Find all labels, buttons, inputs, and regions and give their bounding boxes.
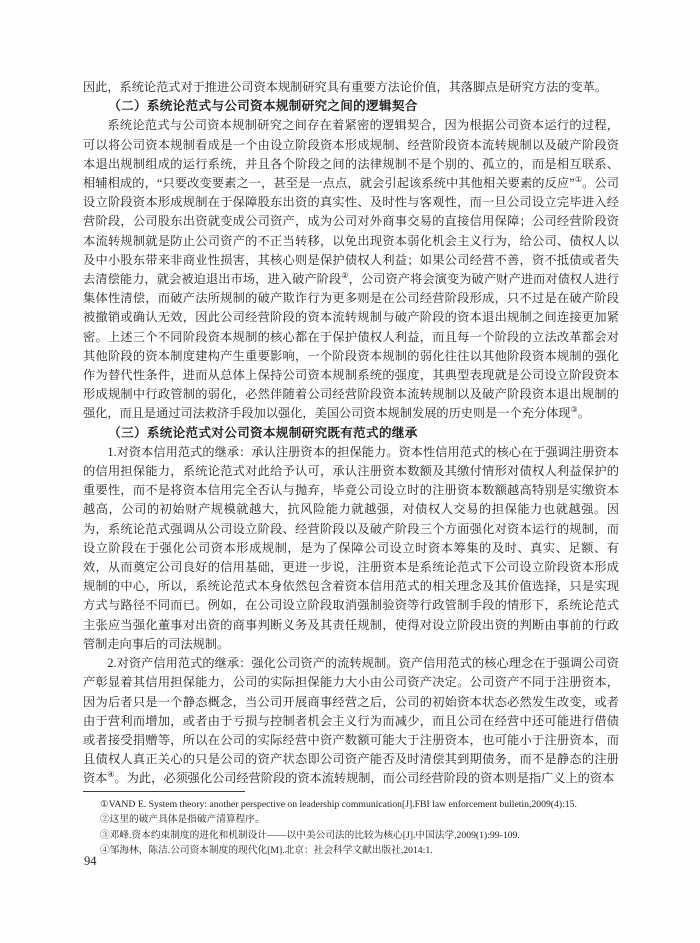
section-heading-3: （三）系统论范式对公司资本规制研究既有范式的继承 [108,425,418,440]
footnote-separator [83,791,245,792]
paragraph-text: 。为此，必须强化公司经营阶段的资本流转规制，而公司经营阶段的资本则是指广义上的资本 [114,771,615,786]
page-number: 94 [84,854,97,868]
footnote-marker-1: ① [574,174,583,184]
footnote-1: ①VAND E. System theory: another perspective on leadership communication[J].FBI law enforcement bulletin,2009(4):15. [100,799,577,810]
footnote-marker-3: ③ [570,405,578,415]
paragraph-continuation: 因此，系统论范式对于推进公司资本规制研究具有重要方法论价值，其落脚点是研究方法的变革。 [83,80,608,94]
paragraph-text: 系统论范式与公司资本规制研究之间存在着紧密的逻辑契合，因为根据公司资本运行的过程，可以将公司资本规制看成是一个由设立阶段资本形成规制、经营阶段资本流转规制以及破产阶段资本退出规制组成的运行系统，并且各个阶段之间的法律规制不是个别的、孤立的，而是相互联系、相辅相成的，“只要改变要素之一，甚至是一点点，就会引起该系统中其他相关要素的反应” [83,118,619,191]
paragraph-text: 2.对资产信用范式的继承：强化公司资产的流转规制。资产信用范式的核心理念在于强调公司资产彰显着其信用担保能力，公司的实际担保能力大小由公司资产决定。公司资产不同于注册资本，因为后者只是一个静态概念，当公司开展商事经营之后，公司的初始资本状态必然发生改变，或者由于营利而增加，或者由于亏损与控制者机会主义行为而减少，而且公司在经营中还可能进行借债或者接受捐赠等，所以在公司的实际经营中资产数额可能大于注册资本，也可能小于注册资本，而且债权人真正关心的只是公司的资产状态即公司资产能否及时清偿其到期债务，而不是静态的注册资本 [83,656,619,786]
paragraph-capital-credit: 1.对资本信用范式的继承：承认注册资本的担保能力。资本性信用范式的核心在于强调注册资本的信用担保能力，系统论范式对此给予认可，承认注册资本数额及其缴付情形对债权人利益保护的重要性，而不是将资本信用完全否认与抛弃，毕竟公司设立时的注册资本数额越高特别是实缴资本越高，公司的初始财产规模就越大，抗风险能力就越强，对债权人交易的担保能力也就越强。因为，系统论范式强调从公司设立阶段、经营阶段以及破产阶段三个方面强化对资本运行的规制，而设立阶段在于强化公司资本形成规制，是为了保障公司设立时资本筹集的及时、真实、足额、有效，从而奠定公司良好的信用基础，更进一步说，注册资本是系统论范式下公司设立阶段资本形成规制的中心，所以，系统论范式本身依然包含着资本信用范式的相关理念及其价值选择，只是实现方式与路径不同而已。例如，在公司设立阶段取消强制验资等行政管制手段的情形下，系统论范式主张应当强化董事对出资的商事判断义务及其责任规制，使得对设立阶段出资的判断由事前的行政管制走向事后的司法规制。 [83,444,619,651]
paragraph-text: ，公司资产将会演变为破产财产进而对债权人进行集体性清偿，而破产法所规制的破产欺诈行为更多则是在公司经营阶段形成，只不过是在破产阶段被撤销或确认无效，因此公司经营阶段的资本流转规制与破产阶段的资本退出规制之间连接更加紧密。上述三个不同阶段资本规制的核心都在于保护债权人利益，而且每一个阶段的立法改革都会对其他阶段的资本制度建构产生重要影响，一个阶段资本规制的弱化往往以其他阶段资本规制的强化作为替代性条件，进而从总体上保持公司资本规制系统的强度，其典型表现就是公司设立阶段资本形成规制中行政管制的弱化，必然伴随着公司经营阶段资本流转规制以及破产阶段资本退出规制的强化，而且是通过司法救济手段加以强化，美国公司资本规制发展的历史则是一个充分体现 [83,272,620,421]
footnote-3: ③邓峰.资本约束制度的进化和机制设计——以中美公司法的比较为核心[J].中国法学,2009(1):99-109. [100,829,520,841]
paragraph-asset-credit [83,654,619,788]
paragraph-text: 。 [577,406,590,421]
page-body [83,78,619,789]
paragraph-text: 。公司设立阶段资本形成规制在于保障股东出资的真实性、及时性与客观性，而一旦公司设立完毕进入经营阶段，公司股东出资就变成公司资产，成为公司对外商事交易的直接信用保障；公司经营阶段资本流转规制就是防止公司资产的不正当转移，以免出现资本弱化机会主义行为，给公司、债权人以及中小股东带来非商业性损害，其核心则是保护债权人利益；如果公司经营不善，资不抵债或者失去清偿能力，就会被迫退出市场，进入破产阶段 [83,176,619,287]
footnote-2: ②这里的破产具体是指破产清算程序。 [100,814,265,826]
paragraph-logic-fit [83,116,619,423]
footnote-marker-2: ② [341,270,349,280]
footnote-area [83,791,619,859]
footnote-marker-4: ④ [107,770,115,780]
section-heading-2: （二）系统论范式与公司资本规制研究之间的逻辑契合 [108,99,418,114]
footnote-4: ④邹海林，陈洁.公司资本制度的现代化[M].北京：社会科学文献出版社,2014:1. [100,845,433,857]
